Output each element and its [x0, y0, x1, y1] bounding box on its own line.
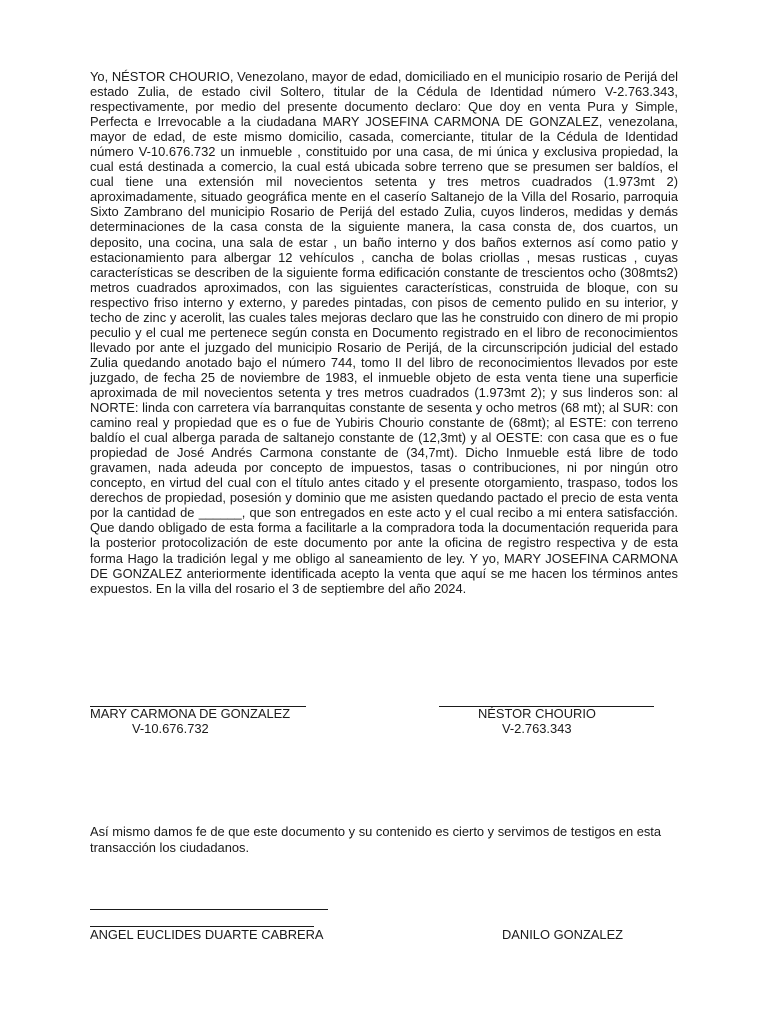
buyer-name: MARY CARMONA DE GONZALEZ — [90, 706, 291, 721]
witness2-name: DANILO GONZALEZ — [502, 927, 624, 942]
sale-declaration-paragraph: Yo, NÉSTOR CHOURIO, Venezolano, mayor de edad, domiciliado en el municipio rosario de Perijá del estado Zulia, de estado civil Soltero, titular de la Cédula de Identidad número V-2.763.343, respectivamente, por medio del presente documento declaro: Que doy en venta Pura y Simple, Perfecta e Irrevocable a la ciudadana MARY JOSEFINA CARMONA DE GONZALEZ, venezolana, mayor de edad, de este mismo domicilio, casada, comerciante, titular de la Cédula de Identidad número V-10.676.732 un inmueble , constituido por una casa, de mi única y exclusiva propiedad, la cual está destinada a comercio, la cual está ubicada sobre terreno que se presumen ser baldíos, el cual tiene una extensión mil novecientos setenta y tres metros cuadrados (1.973mt 2) aproximadamente, situado geográfica mente en el caserío Saltanejo de la Villa del Rosario, parroquia Sixto Zambrano del municipio Rosario de Perijá del estado Zulia, cuyos linderos, medidas y demás determinaciones de la casa consta de la siguiente manera, la casa consta de, dos cuartos, un deposito, una cocina, una sala de estar , un baño interno y dos baños externos así como patio y estacionamiento para albergar 12 vehículos , cancha de bolas criollas , mesas rusticas , cuyas características se describen de la siguiente forma edificación constante de trescientos ocho (308mts2) metros cuadrados aproximados, con las siguientes características, construida de bloque, con su respectivo friso interno y externo, y paredes pintadas, con pisos de cemento pulido en su interior, y techo de zinc y acerolit, las cuales tales mejoras declaro que las he construido con dinero de mi propio peculio y el cual me pertenece según consta en Documento registrado en el libro de reconocimientos llevado por ante el juzgado del municipio Rosario de Perijá, de la circunscripción judicial del estado Zulia quedando anotado bajo el número 744, tomo II del libro de reconocimientos llevados por este juzgado, de fecha 25 de noviembre de 1983, el inmueble objeto de esta venta tiene una superficie aproximada de mil novecientos setenta y tres metros cuadrados (1.973mt 2); y sus linderos son: al NORTE: linda con carretera vía barranquitas constante de sesenta y ocho metros (68 mt); al SUR: con camino real y propiedad que es o fue de Yubiris Chourio constante de (68mt); al ESTE: con terreno baldío el cual alberga parada de saltanejo constante de (12,3mt) y al OESTE: con casa que es o fue propiedad de José Andrés Carmona constante de (34,7mt). Dicho Inmueble está libre de todo gravamen, nada adeuda por concepto de impuestos, tasas o contribuciones, ni por ningún otro concepto, en virtud del cual con el título antes citado y el presente otorgamiento, traspaso, todos los derechos de propiedad, posesión y dominio que me asisten quedando pactado el precio de esta venta por la cantidad de ______, que son entregados en este acto y el cual recibo a mi entera satisfacción. Que dando obligado de esta forma a facilitarle a la compradora toda la documentación requerida para la posterior protocolización de este documento por ante la oficina de registro respectiva y de esta forma Hago la tradición legal y me obligo al saneamiento de ley. Y yo, MARY JOSEFINA CARMONA DE GONZALEZ anteriormente identificada acepto la venta que aquí se me hacen los términos antes expuestos. En la villa del rosario el 3 de septiembre del año 2024. — [90, 69, 678, 596]
buyer-id: V-10.676.732 — [132, 721, 209, 736]
witness-statement: Así mismo damos fe de que este documento y su contenido es cierto y servimos de testigos en esta transacción los ciudadanos. — [90, 824, 662, 855]
seller-name: NÉSTOR CHOURIO — [478, 706, 596, 721]
seller-id: V-2.763.343 — [502, 721, 572, 736]
witness-signature-line-1 — [90, 909, 328, 910]
witness1-name: ANGEL EUCLIDES DUARTE CABRERA — [90, 927, 324, 942]
